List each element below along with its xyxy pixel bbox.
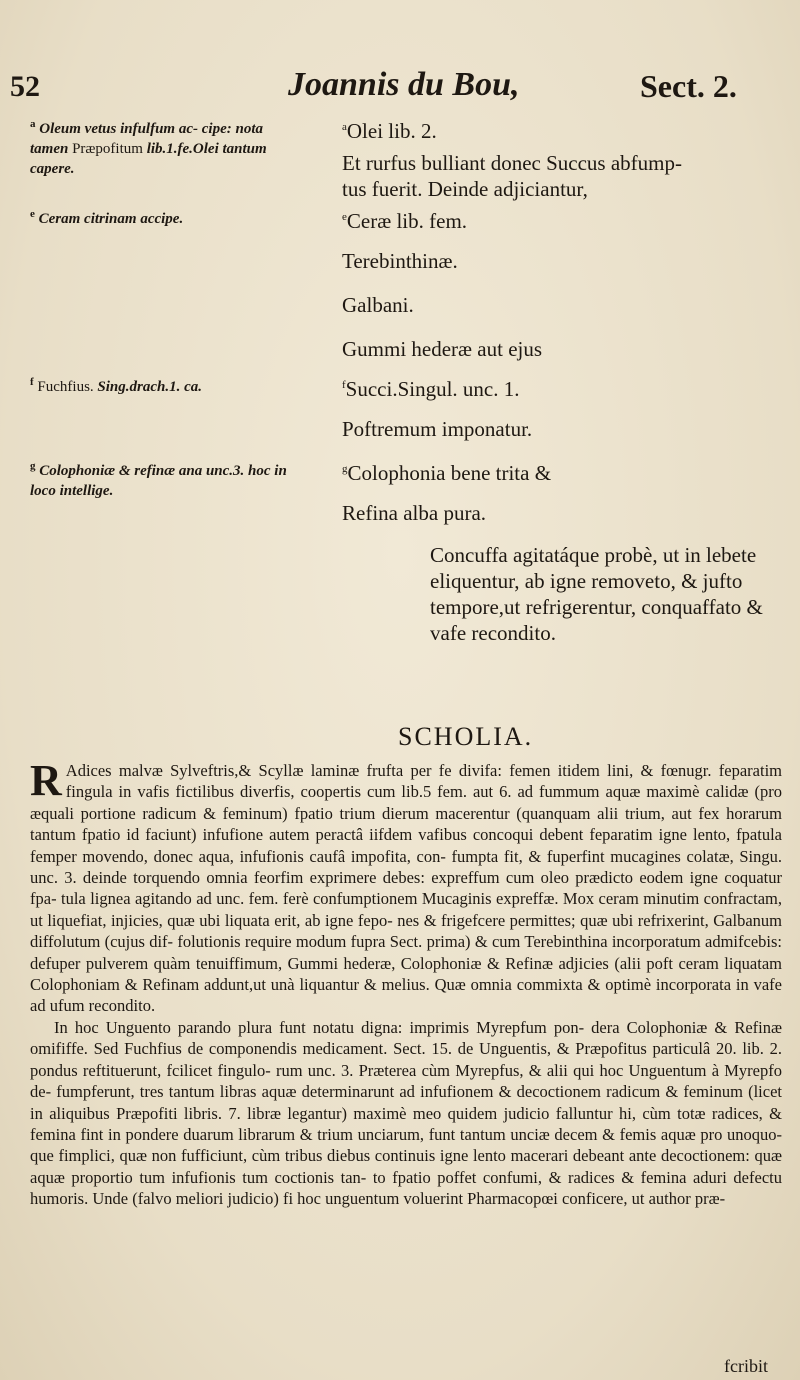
- note-text: lib.1.fe.Olei tantum capere.: [30, 141, 267, 177]
- drop-cap: R: [30, 756, 62, 805]
- recipe-line: [342, 114, 782, 144]
- recipe-line: Terebinthinæ.: [342, 249, 458, 273]
- recipe-line: Refina alba pura.: [342, 501, 487, 525]
- margin-note-g: [30, 456, 302, 501]
- running-title: Joannis du Bou,: [288, 66, 520, 103]
- note-text: Colophoniæ & refinæ ana unc.3. hoc in loco intellige.: [30, 463, 287, 499]
- recipe-line: [342, 372, 782, 402]
- note-text: Ceram citrinam accipe.: [38, 211, 184, 227]
- recipe-line: Et rurfus bulliant donec Succus abfump-: [342, 151, 682, 175]
- recipe-line: Gummi hederæ aut ejus: [342, 337, 543, 361]
- recipe-line: [342, 456, 782, 486]
- scholia-heading: SCHOLIA.: [398, 722, 534, 751]
- note-marker: e: [30, 208, 35, 220]
- recipe-text: Olei lib. 2.: [346, 119, 437, 143]
- scholia-text: Adices malvæ Sylveftris,& Scyllæ laminæ frufta per fe divifa: femen itidem lini, & fœnugr. feparatim fingula in vafis fictilibus diverfis, coopertis cum lib.5 fem. aut 6. ad fummum aquæ maximè calidæ (pro æquali portione radicum & feminum) fpatio trium dierum macerentur (quanquam alii trium, aut fex horarum tantum fpatio id faciunt) infufione autem peractâ iifdem vafibus concoqui debent feparatim igne lento, fpatula femper movendo, donec aqua, infufionis caufâ impofita, con- fumpta fit, & fuperfint mucagines colatæ, Singu. unc. 3. deinde torquendo omnia feorfim exprimere debes: expreffum cum oleo prædicto eodem igne coquatur fpa- tula lignea agitando ad unc. fem. ferè confumptionem Mucaginis expreffæ. Mox ceram minutim confractam, ut liquefiat, injicies, quæ ubi liquata erit, ab igne fepo- nes & frigefcere permittes; quæ ubi refrixerint, Galbanum diffolutum (cujus dif- folutionis require modum fupra Sect. prima) & cum Terebinthina incorporatum admifcebis: defuper pulverem quàm tenuiffimum, Gummi hederæ, Colophoniæ & Refinæ adjicies (alii poft ceram liquatam Colophoniam & Refinam addunt,ut unà liquantur & melius. Quæ omnia commixta & optimè incorporata in vafe ad ufum recondito.: [30, 761, 782, 1016]
- recipe-line: Galbani.: [342, 293, 414, 317]
- margin-note-f: [30, 372, 302, 397]
- page-number: 52: [10, 70, 40, 103]
- note-marker: a: [342, 121, 347, 133]
- note-text: Oleum vetus infulfum ac- cipe: nota tamen: [30, 121, 263, 157]
- scholia-paragraph: [30, 756, 782, 1017]
- note-text-upright: Præpofitum: [72, 141, 143, 157]
- instruction-paragraph: Concuffa agitatáque probè, ut in lebete eliquentur, ab igne removeto, & jufto tempore,ut refrigerentur, conquaffato & vafe recondito.: [430, 543, 763, 645]
- note-marker: e: [342, 211, 347, 223]
- note-marker: f: [30, 376, 34, 388]
- recipe-line: Poftremum imponatur.: [342, 417, 533, 441]
- note-marker: a: [30, 118, 36, 130]
- note-marker: f: [342, 379, 346, 391]
- scholia-body: [30, 756, 782, 1210]
- recipe-text: Colophonia bene trita &: [347, 461, 552, 485]
- margin-note-a: [30, 114, 302, 179]
- note-marker: g: [342, 463, 348, 475]
- section-label: Sect. 2.: [640, 68, 737, 104]
- note-text-upright: Fuchfius.: [37, 379, 94, 395]
- margin-note-e: [30, 204, 302, 229]
- recipe-text: Succi.Singul. unc. 1.: [345, 377, 520, 401]
- scholia-paragraph: In hoc Unguento parando plura funt notatu digna: imprimis Myrepfum pon- dera Colophoniæ & Refinæ omififfe. Sed Fuchfius de componendis medicament. Sect. 15. de Unguentis, & Præpofitus particulâ 20. lib. 2. pondus reftituerunt, fcilicet fingulo- rum unc. 3. Præterea cùm Myrepfus, & alii qui hoc Unguentum à Myrepfo de- fumpferunt, tres tantum libras aquæ determinarunt ad infufionem & decoctionem radicum & feminum (licet in aliquibus Præpofiti libris. 7. libræ legantur) maximè meo quidem judicio falluntur hi, cùm totæ radices, & femina fint in pondere duarum librarum & trium unciarum, funt tantum unciæ decem & femis aquæ pro unoquo- que fimplici, quæ non fufficiunt, cùm tribus diebus continuis igne lento macerari debeant ante decoctionem: quæ aquæ proportio tum infufionis tum coctionis tan- to fpatio poffet confumi, & radices & femina aduri defectu humoris. Unde (falvo meliori judicio) fi hoc unguentum voluerint Pharmacopœi conficere, ut author præ-: [30, 1017, 782, 1209]
- page-header: [0, 66, 800, 110]
- note-text: Sing.drach.1. ca.: [97, 379, 203, 395]
- recipe-text: Ceræ lib. fem.: [346, 209, 468, 233]
- note-marker: g: [30, 460, 36, 472]
- recipe-line: tus fuerit. Deinde adjiciantur,: [342, 177, 588, 201]
- recipe-line: [342, 204, 782, 234]
- catchword: fcribit: [724, 1356, 768, 1376]
